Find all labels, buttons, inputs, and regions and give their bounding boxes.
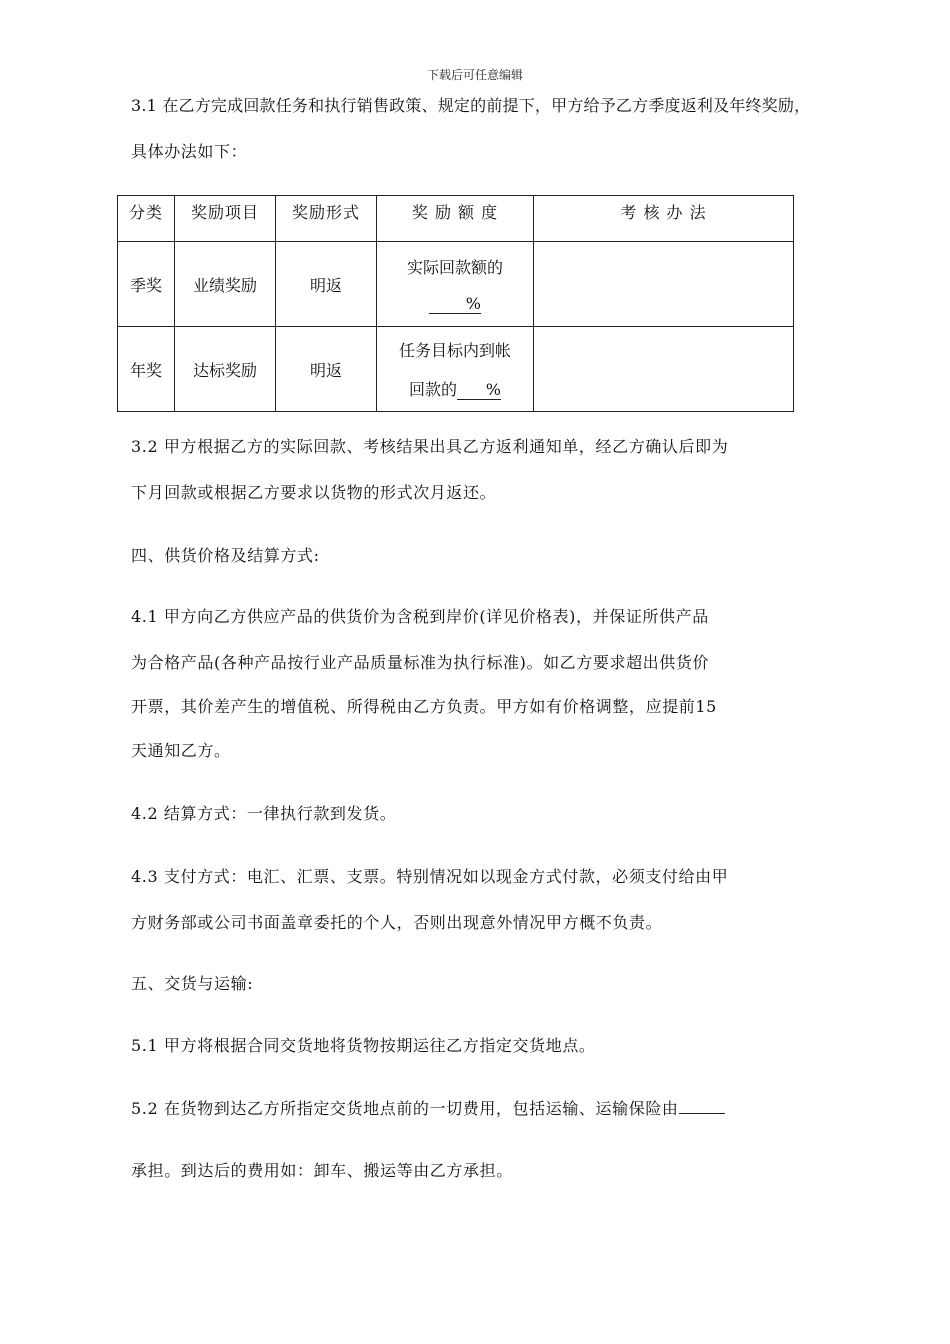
- header-method: 考 核 办 法: [534, 196, 794, 242]
- amount-prefix: 回款的: [408, 380, 457, 399]
- para-4-3-line1: 4.3 支付方式：电汇、汇票、支票。特别情况如以现金方式付款，必须支付给由甲: [131, 867, 729, 886]
- cell-item: 业绩奖励: [175, 242, 276, 327]
- para-4-1-line2: 为合格产品(各种产品按行业产品质量标准为执行标准)。如乙方要求超出供货价: [131, 653, 710, 672]
- cell-item: 达标奖励: [175, 327, 276, 412]
- cell-amount: [377, 242, 534, 327]
- header-form: 奖励形式: [276, 196, 377, 242]
- para-4-3-line2: 方财务部或公司书面盖章委托的个人，否则出现意外情况甲方概不负责。: [131, 913, 663, 932]
- para-3-2-line1: 3.2 甲方根据乙方的实际回款、考核结果出具乙方返利通知单，经乙方确认后即为: [131, 437, 729, 456]
- header-amount: 奖 励 额 度: [377, 196, 534, 242]
- table-row: [118, 327, 794, 412]
- para-4-2: 4.2 结算方式：一律执行款到发货。: [131, 804, 397, 823]
- page-header: 下载后可任意编辑: [426, 68, 523, 82]
- para-5-2-text: 5.2 在货物到达乙方所指定交货地点前的一切费用，包括运输、运输保险由: [131, 1099, 679, 1118]
- para-5-2-line2: 承担。到达后的费用如：卸车、搬运等由乙方承担。: [131, 1161, 513, 1180]
- para-4-1-line4: 天通知乙方。: [131, 741, 231, 760]
- cell-form: 明返: [276, 327, 377, 412]
- para-3-1-line1: 3.1 在乙方完成回款任务和执行销售政策、规定的前提下，甲方给予乙方季度返利及年终奖励，: [131, 96, 811, 115]
- cell-method: [534, 242, 794, 327]
- para-3-2-line2: 下月回款或根据乙方要求以货物的形式次月返还。: [131, 483, 497, 502]
- amount-line2: [377, 294, 533, 314]
- para-5-1: 5.1 甲方将根据合同交货地将货物按期运往乙方指定交货地点。: [131, 1036, 596, 1055]
- header-category: 分类: [118, 196, 175, 242]
- amount-line2: [377, 377, 533, 400]
- para-5-2-line1: [131, 1096, 821, 1119]
- header-item: 奖励项目: [175, 196, 276, 242]
- para-3-1-line2: 具体办法如下：: [131, 142, 248, 161]
- amount-text: 任务目标内到帐: [398, 341, 511, 360]
- amount-text: 实际回款额的: [406, 257, 503, 277]
- percent-blank: %: [429, 295, 481, 314]
- fill-blank: [679, 1097, 725, 1114]
- section-5-heading: 五、交货与运输:: [131, 974, 254, 993]
- cell-method: [534, 327, 794, 412]
- table-row: [118, 242, 794, 327]
- cell-category: 年奖: [118, 327, 175, 412]
- para-4-1-line1: 4.1 甲方向乙方供应产品的供货价为含税到岸价(详见价格表)，并保证所供产品: [131, 607, 709, 626]
- cell-amount: [377, 327, 534, 412]
- para-4-1-line3: 开票，其价差产生的增值税、所得税由乙方负责。甲方如有价格调整，应提前15: [131, 697, 717, 716]
- cell-category: 季奖: [118, 242, 175, 327]
- section-4-heading: 四、供货价格及结算方式:: [131, 546, 320, 565]
- cell-form: 明返: [276, 242, 377, 327]
- percent-blank: %: [457, 381, 501, 400]
- reward-table: [117, 195, 794, 412]
- table-header-row: [118, 196, 794, 242]
